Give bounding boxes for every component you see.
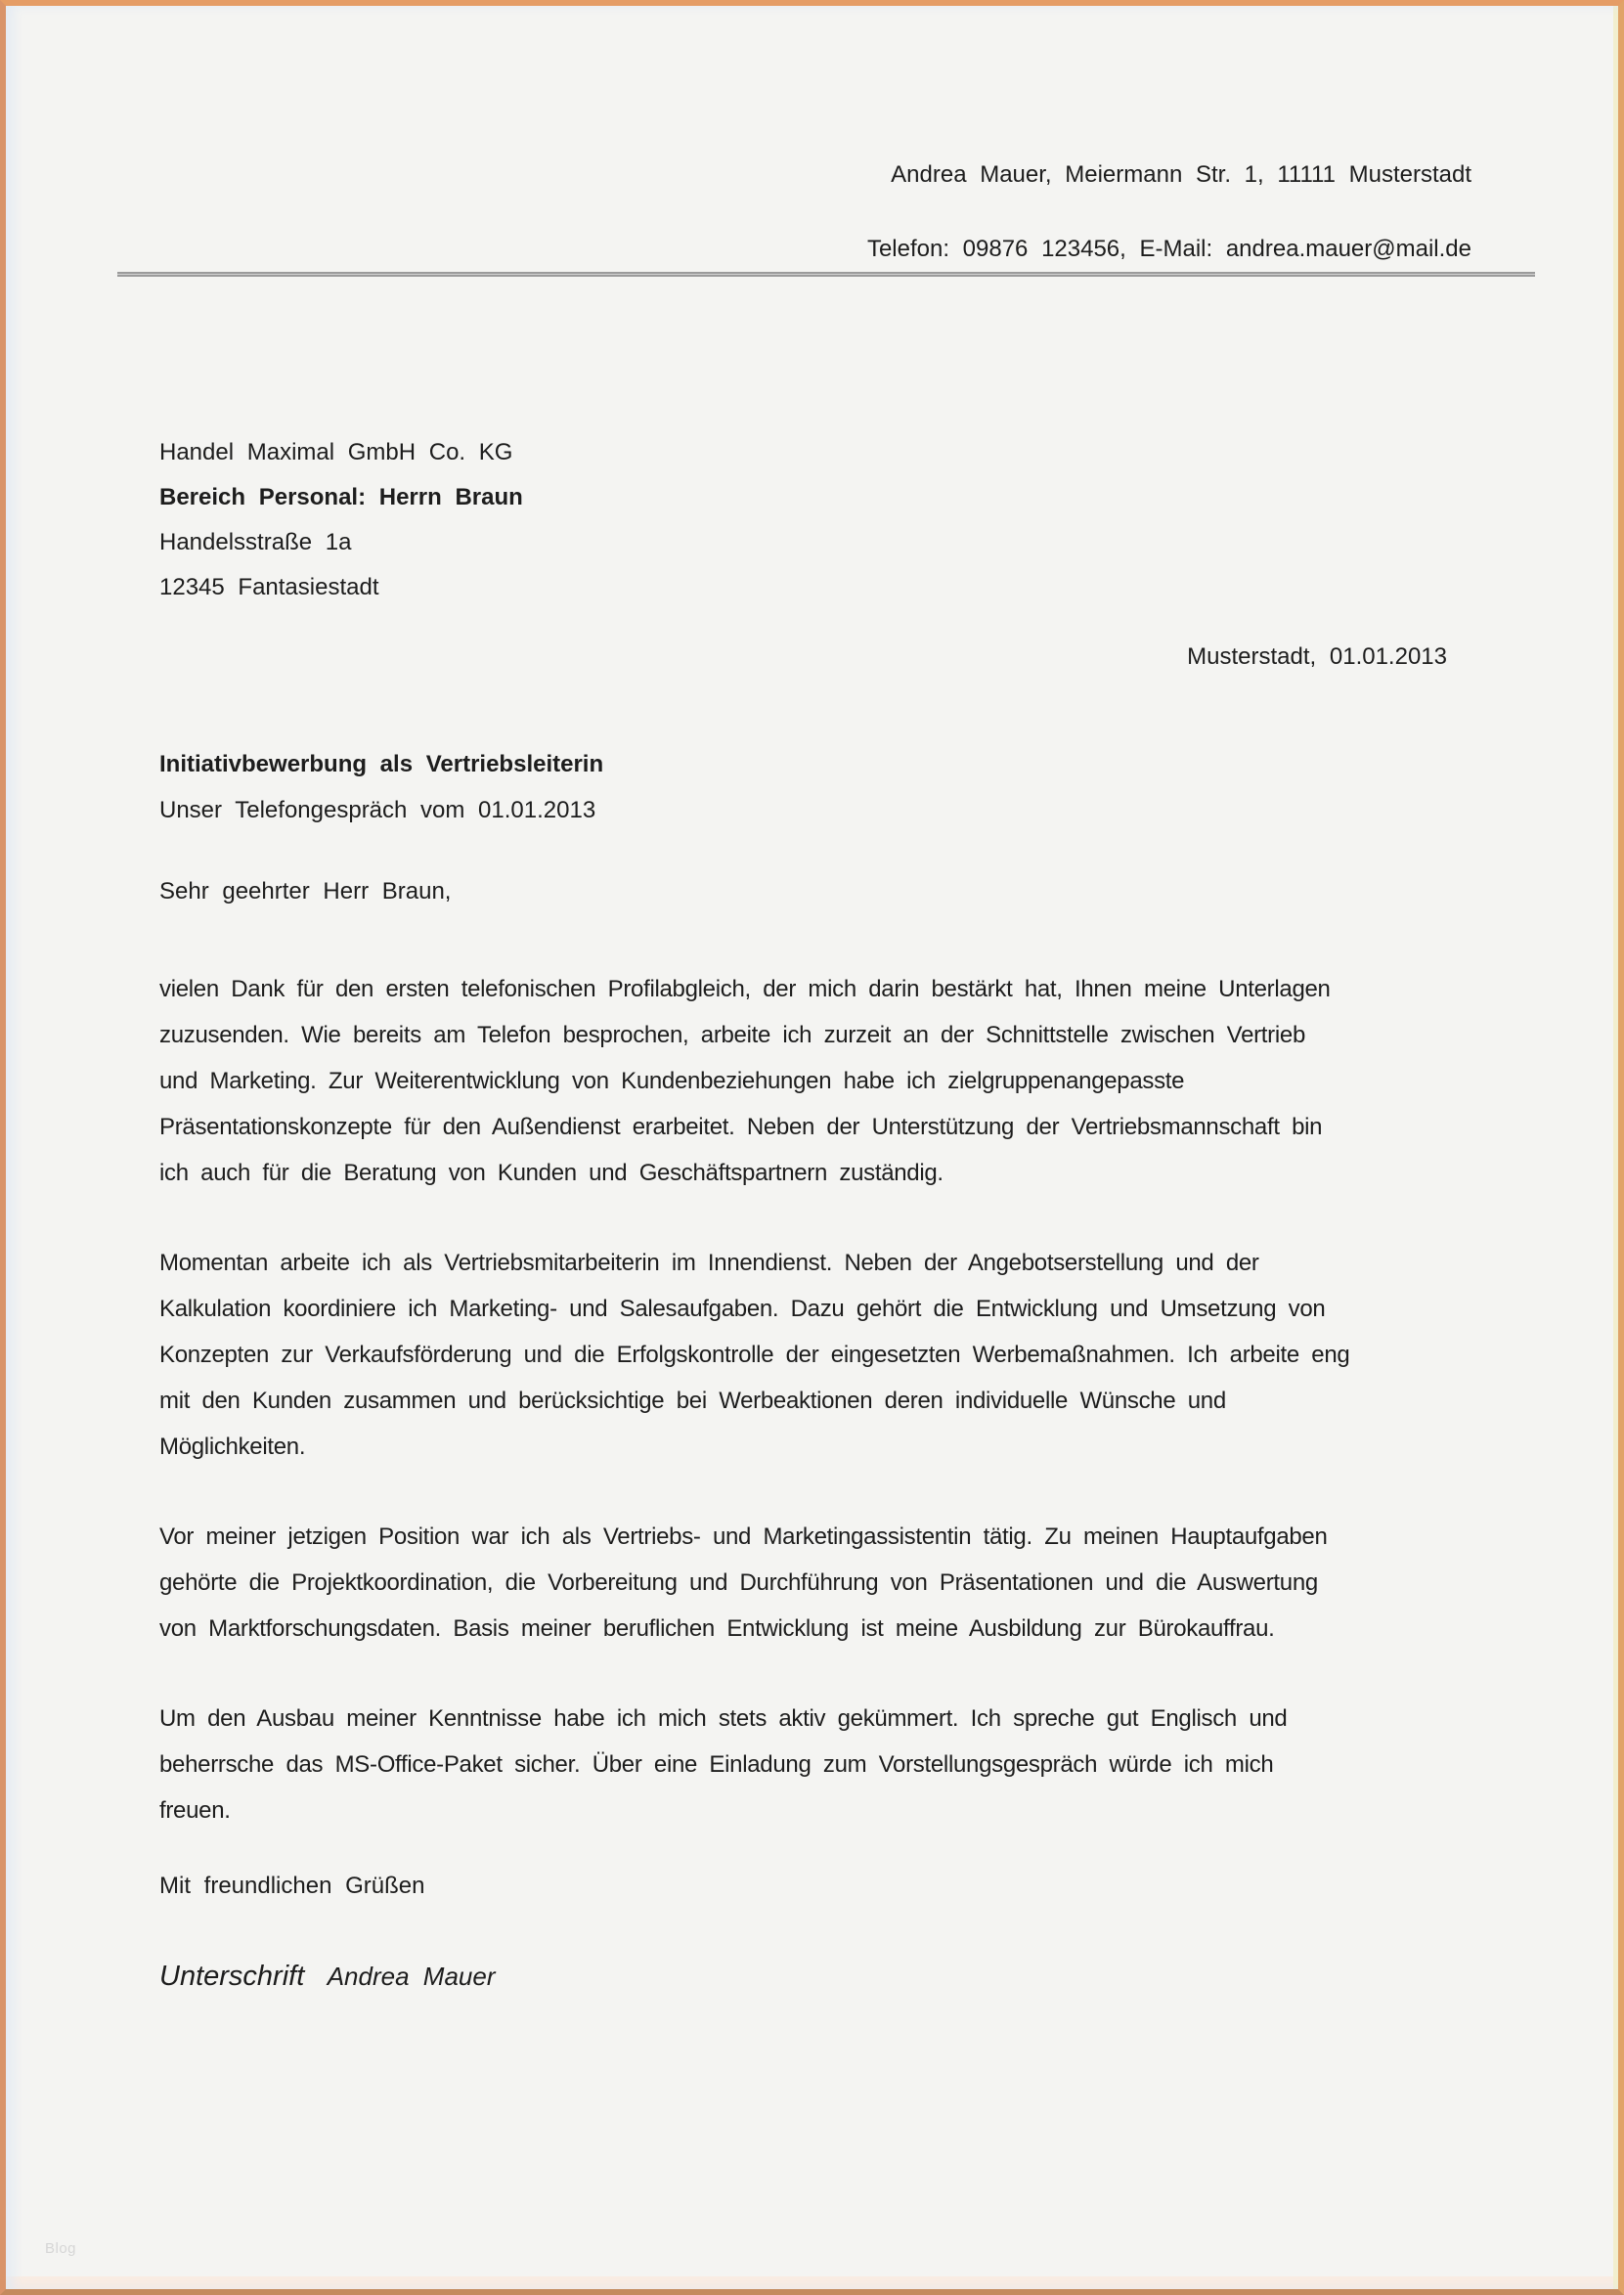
body-line: und Marketing. Zur Weiterentwicklung von Kundenbeziehungen habe ich zielgruppenangepasste: [159, 1068, 1185, 1094]
body-line: zuzusenden. Wie bereits am Telefon besprochen, arbeite ich zurzeit an der Schnittstelle zwischen Vertrieb: [159, 1022, 1305, 1048]
date-line: Musterstadt, 01.01.2013: [1187, 643, 1447, 670]
recipient-street: Handelsstraße 1a: [159, 529, 352, 555]
subject-reference: Unser Telefongespräch vom 01.01.2013: [159, 797, 596, 823]
signature-line: [159, 1958, 1471, 2000]
body-line: Kalkulation koordiniere ich Marketing- und Salesaufgaben. Dazu gehört die Entwicklung und Umsetzung von: [159, 1296, 1326, 1322]
sender-contact: Telefon: 09876 123456, E-Mail: andrea.mauer@mail.de: [866, 236, 1471, 262]
body-line: freuen.: [159, 1797, 231, 1824]
signature-label: Unterschrift: [159, 1961, 305, 1992]
sender-address: Andrea Mauer, Meiermann Str. 1, 11111 Musterstadt: [891, 161, 1471, 188]
body-line: Um den Ausbau meiner Kenntnisse habe ich mich stets aktiv gekümmert. Ich spreche gut Englisch und: [159, 1705, 1288, 1732]
body-line: vielen Dank für den ersten telefonischen Profilabgleich, der mich darin bestärkt hat, Ihnen meine Unterlagen: [159, 976, 1331, 1002]
body-line: von Marktforschungsdaten. Basis meiner beruflichen Entwicklung ist meine Ausbildung zur Bürokauffrau.: [159, 1615, 1275, 1642]
body-line: Möglichkeiten.: [159, 1434, 306, 1460]
body-line: Vor meiner jetzigen Position war ich als Vertriebs- und Marketingassistentin tätig. Zu meinen Hauptaufgaben: [159, 1523, 1328, 1550]
recipient-city: 12345 Fantasiestadt: [159, 574, 379, 600]
watermark-text: Blog: [45, 2240, 77, 2257]
body-paragraph: [159, 1696, 1471, 1833]
subject-title: Initiativbewerbung als Vertriebsleiterin: [159, 751, 604, 777]
subject-block: [159, 741, 1471, 833]
body-line: Konzepten zur Verkaufsförderung und die Erfolgskontrolle der eingesetzten Werbemaßnahmen. Ich arbeite eng: [159, 1342, 1350, 1368]
body-line: Präsentationskonzepte für den Außendienst erarbeitet. Neben der Unterstützung der Vertriebsmannschaft bin: [159, 1114, 1323, 1140]
recipient-company: Handel Maximal GmbH Co. KG: [159, 439, 513, 465]
signature-name: Andrea Mauer: [327, 1962, 496, 1991]
body-line: ich auch für die Beratung von Kunden und Geschäftspartnern zuständig.: [159, 1160, 944, 1186]
body-line: beherrsche das MS-Office-Paket sicher. Über eine Einladung zum Vorstellungsgespräch würde ich mich: [159, 1751, 1274, 1778]
letter-body: [159, 966, 1471, 1833]
body-line: mit den Kunden zusammen und berücksichtige bei Werbeaktionen deren individuelle Wünsche und: [159, 1388, 1226, 1414]
body-paragraph: [159, 1514, 1471, 1652]
body-line: Momentan arbeite ich als Vertriebsmitarbeiterin im Innendienst. Neben der Angebotserstellung und der: [159, 1250, 1259, 1276]
sender-block: [159, 160, 1471, 264]
header-divider: [117, 272, 1535, 277]
salutation: Sehr geehrter Herr Braun,: [159, 878, 452, 905]
closing: Mit freundlichen Grüßen: [159, 1873, 425, 1899]
recipient-department: Bereich Personal: Herrn Braun: [159, 484, 523, 510]
body-paragraph: [159, 966, 1471, 1196]
body-line: gehörte die Projektkoordination, die Vorbereitung und Durchführung von Präsentationen und die Auswertung: [159, 1569, 1318, 1596]
recipient-block: [159, 430, 1471, 610]
body-paragraph: [159, 1240, 1471, 1470]
letter-content: [6, 160, 1618, 2000]
